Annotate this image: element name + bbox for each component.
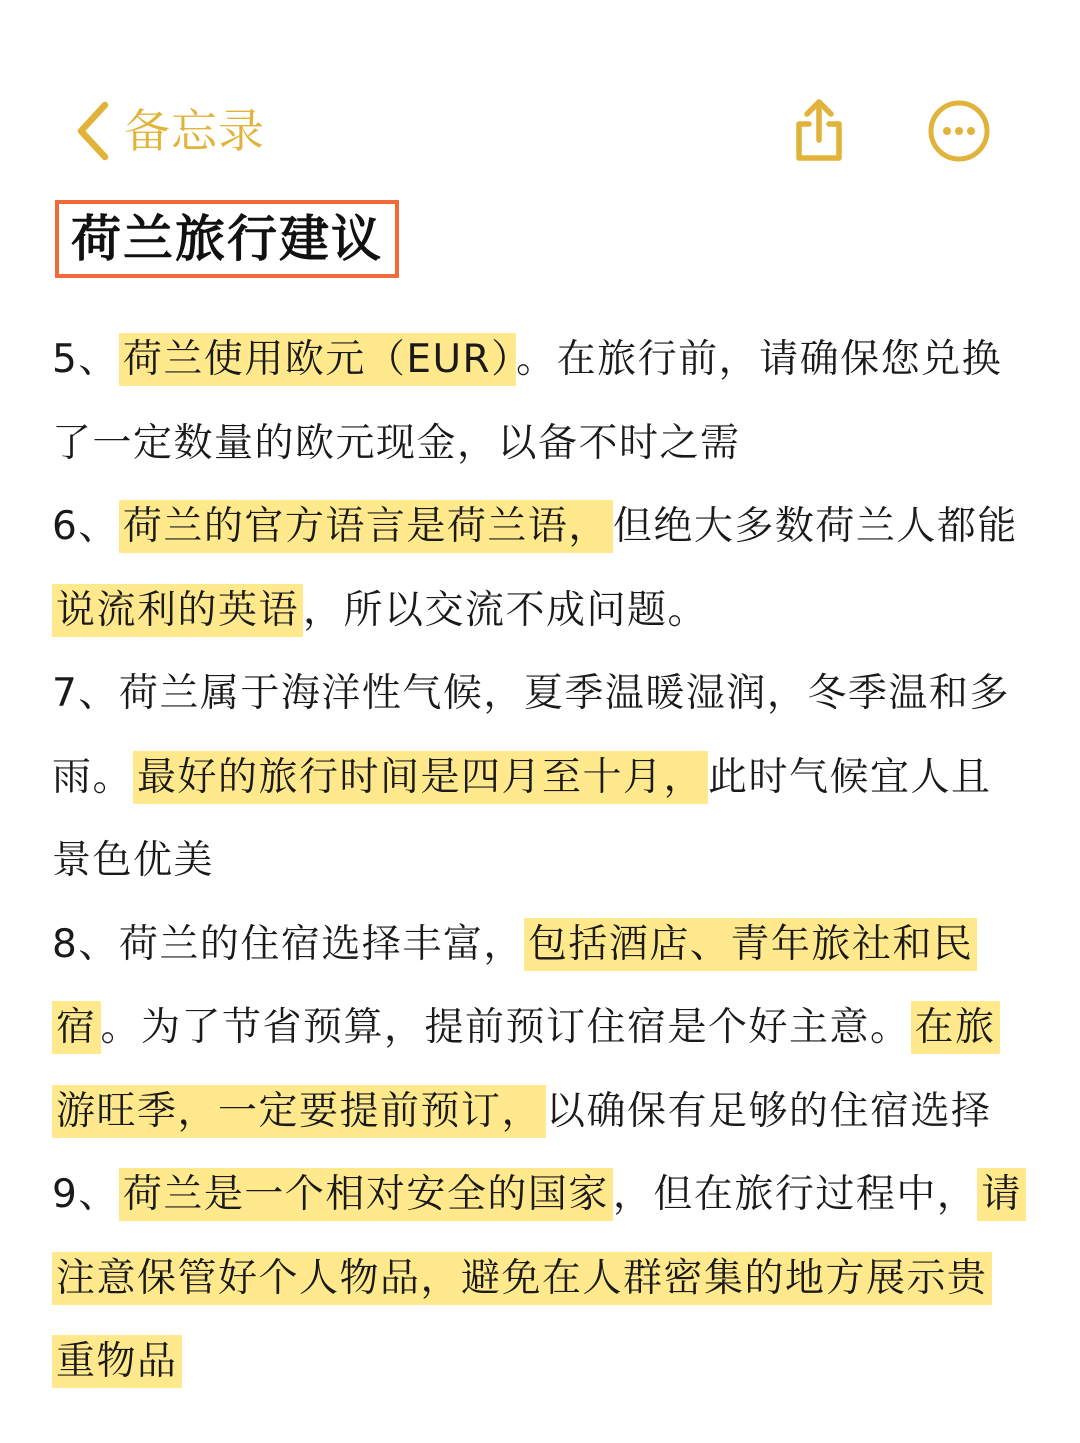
note-title: 荷兰旅行建议 (71, 210, 383, 268)
note-item (52, 485, 1027, 652)
note-text: 7、荷兰属于海洋性气候，夏季温暖湿润，冬季温和多雨。 (52, 671, 1010, 800)
note-text: 以确保有足够的住宿选择 (546, 1088, 992, 1134)
highlighted-text: 荷兰的官方语言是荷兰语， (119, 500, 613, 553)
note-text: 5、 (52, 337, 119, 382)
note-body (52, 318, 1027, 1404)
note-text: 8、荷兰的住宿选择丰富， (52, 921, 524, 967)
note-text: 。在旅行前，请确保您兑换了一定数量的欧元现金，以备不时之需 (52, 337, 1003, 466)
share-icon (790, 96, 848, 164)
note-text: 。为了节省预算，提前预订住宿是个好主意。 (100, 1005, 911, 1050)
note-item (52, 903, 1027, 1154)
navigation-bar (0, 0, 1080, 200)
highlighted-text: 包括酒店、青年旅社和民宿 (52, 918, 977, 1055)
more-icon (926, 98, 992, 164)
more-button[interactable] (926, 98, 992, 164)
note-item (52, 318, 1027, 485)
chevron-left-icon (72, 100, 114, 162)
back-label: 备忘录 (124, 104, 265, 158)
note-title-box (55, 200, 399, 278)
highlighted-text: 在旅游旺季，一定要提前预订， (52, 1001, 1000, 1138)
highlighted-text: 荷兰是一个相对安全的国家 (119, 1168, 613, 1221)
highlighted-text: 最好的旅行时间是四月至十月， (133, 751, 708, 804)
highlighted-text: 荷兰使用欧元（EUR） (119, 333, 516, 386)
back-button[interactable] (72, 98, 265, 164)
note-text: ，所以交流不成问题。 (303, 587, 709, 633)
note-text: 9、 (52, 1172, 119, 1217)
note-item (52, 652, 1027, 903)
note-text: 6、 (52, 504, 119, 549)
note-item (52, 1153, 1027, 1404)
note-text: 此时气候宜人且景色优美 (52, 754, 992, 883)
note-text: 但绝大多数荷兰人都能 (612, 504, 1018, 549)
share-button[interactable] (790, 96, 848, 164)
note-text: ，但在旅行过程中， (612, 1172, 978, 1217)
highlighted-text: 说流利的英语 (52, 584, 303, 637)
highlighted-text: 请注意保管好个人物品，避免在人群密集的地方展示贵重物品 (52, 1168, 1026, 1388)
